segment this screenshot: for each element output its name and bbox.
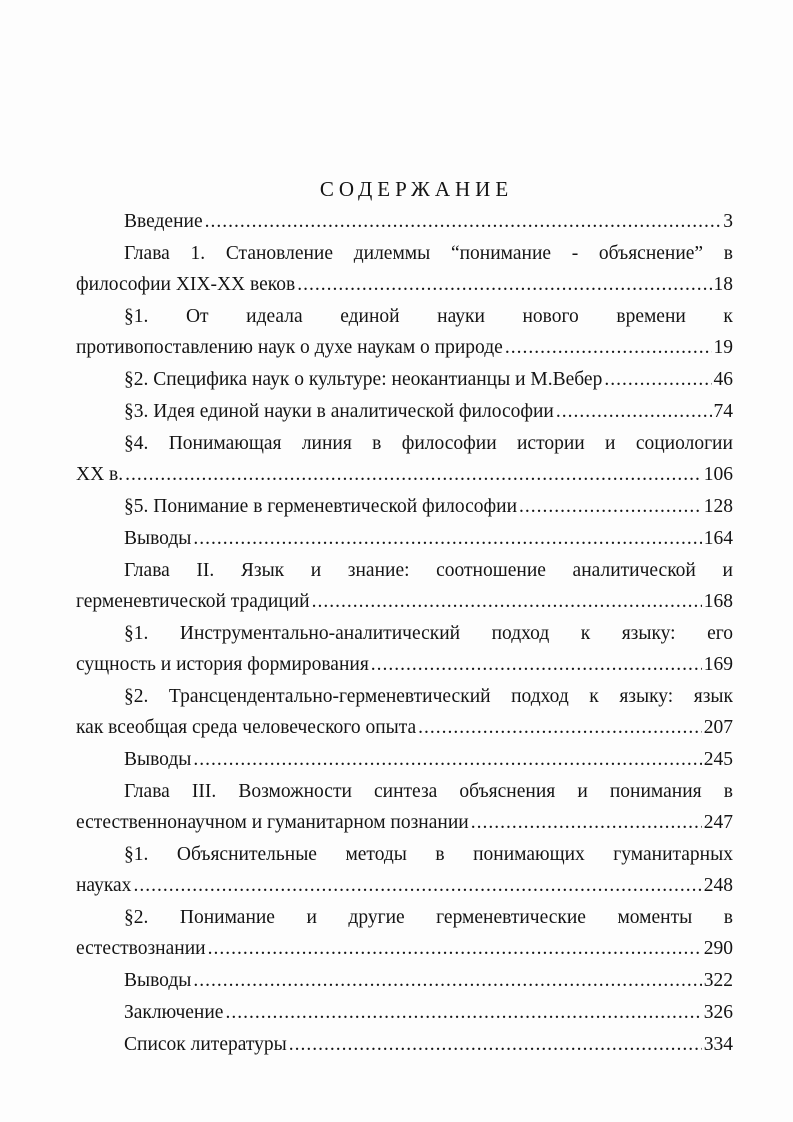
dot-leader bbox=[556, 396, 712, 427]
toc-word: в bbox=[723, 907, 733, 928]
toc-entry bbox=[76, 555, 733, 617]
toc-word: дилеммы bbox=[353, 243, 431, 264]
toc-entry bbox=[76, 618, 733, 680]
dot-leader bbox=[471, 807, 702, 838]
toc-word: Становление bbox=[225, 243, 334, 264]
dot-leader bbox=[193, 965, 701, 996]
toc-line bbox=[76, 839, 733, 870]
toc-word: §2. bbox=[124, 907, 149, 928]
toc-entry bbox=[76, 902, 733, 964]
dot-leader bbox=[125, 459, 702, 490]
toc-entry-title: герменевтической традиций bbox=[76, 591, 310, 612]
toc-word: подход bbox=[491, 623, 550, 644]
toc-entry-title: Выводы bbox=[124, 528, 192, 549]
toc-word: знание: bbox=[347, 560, 410, 581]
toc-entry-title: Выводы bbox=[124, 970, 192, 991]
toc-entry-title: §2. Специфика наук о культуре: неокантианцы и М.Вебер bbox=[124, 369, 603, 390]
toc-word: истории bbox=[516, 433, 585, 454]
dot-leader bbox=[193, 523, 701, 554]
toc-word: и bbox=[577, 781, 588, 802]
toc-entry bbox=[76, 238, 733, 300]
toc-line bbox=[76, 776, 733, 807]
toc-line bbox=[76, 586, 733, 617]
toc-page-number: 326 bbox=[703, 1002, 733, 1023]
toc-word: Глава bbox=[124, 243, 170, 264]
toc-word: к bbox=[723, 306, 733, 327]
toc-entry-title: естествознании bbox=[76, 938, 206, 959]
toc-entry-title: как всеобщая среда человеческого опыта bbox=[76, 717, 417, 738]
toc-page-number: 46 bbox=[713, 369, 733, 390]
toc-word: §1. bbox=[124, 623, 149, 644]
toc-word: другие bbox=[348, 907, 405, 928]
toc-entry bbox=[76, 681, 733, 743]
toc-word: идеала bbox=[246, 306, 303, 327]
toc-page-number: 334 bbox=[703, 1034, 733, 1055]
toc-word: гуманитарных bbox=[613, 844, 733, 865]
toc-word: Возможности bbox=[238, 781, 352, 802]
toc-entry-title: сущность и история формирования bbox=[76, 654, 369, 675]
toc-word: и bbox=[306, 907, 317, 928]
toc-line bbox=[76, 933, 733, 964]
toc-line bbox=[76, 301, 733, 332]
toc-word: его bbox=[707, 623, 733, 644]
toc-line bbox=[76, 396, 733, 427]
toc-line bbox=[76, 269, 733, 300]
toc-word: языку: bbox=[621, 623, 676, 644]
toc-page-number: 106 bbox=[703, 464, 733, 485]
toc-entry bbox=[76, 491, 733, 522]
toc-word: нового bbox=[522, 306, 579, 327]
toc-word: понимающих bbox=[473, 844, 585, 865]
toc-word: в bbox=[723, 781, 733, 802]
toc-word: От bbox=[185, 306, 209, 327]
toc-line bbox=[76, 206, 733, 237]
page-title: СОДЕРЖАНИЕ bbox=[319, 177, 514, 201]
toc-entry bbox=[76, 301, 733, 363]
toc-word: §1. bbox=[124, 844, 149, 865]
table-of-contents bbox=[76, 206, 733, 1060]
toc-word: языку: bbox=[619, 686, 674, 707]
toc-page-number: 290 bbox=[703, 938, 733, 959]
dot-leader bbox=[604, 364, 711, 395]
toc-word: Понимающая bbox=[168, 433, 282, 454]
toc-word: Трансцендентально-герменевтический bbox=[168, 686, 491, 707]
toc-word: герменевтические bbox=[436, 907, 586, 928]
dot-leader bbox=[371, 649, 702, 680]
toc-word: Инструментально-аналитический bbox=[179, 623, 461, 644]
toc-word: II. bbox=[196, 560, 215, 581]
toc-line bbox=[76, 681, 733, 712]
toc-entry bbox=[76, 1029, 733, 1060]
toc-word: моменты bbox=[617, 907, 693, 928]
toc-line bbox=[76, 555, 733, 586]
toc-word: объяснение” bbox=[598, 243, 704, 264]
toc-line bbox=[76, 491, 733, 522]
toc-entry-title: §3. Идея единой науки в аналитической философии bbox=[124, 401, 554, 422]
toc-line bbox=[76, 712, 733, 743]
toc-word: единой bbox=[340, 306, 400, 327]
toc-entry bbox=[76, 839, 733, 901]
toc-word: в bbox=[372, 433, 382, 454]
toc-entry-title: противопоставлению наук о духе наукам о природе bbox=[76, 337, 503, 358]
toc-word: к bbox=[589, 686, 599, 707]
toc-page-number: 245 bbox=[703, 749, 733, 770]
toc-entry-title: Заключение bbox=[124, 1002, 224, 1023]
toc-page-number: 247 bbox=[703, 812, 733, 833]
toc-word: в bbox=[435, 844, 445, 865]
toc-entry-title: Список литературы bbox=[124, 1034, 287, 1055]
toc-word: §4. bbox=[124, 433, 149, 454]
dot-leader bbox=[193, 744, 701, 775]
dot-leader bbox=[205, 206, 722, 237]
toc-line bbox=[76, 618, 733, 649]
toc-entry bbox=[76, 965, 733, 996]
toc-word: III. bbox=[191, 781, 217, 802]
toc-page-number: 168 bbox=[703, 591, 733, 612]
toc-line bbox=[76, 997, 733, 1028]
toc-page-number: 322 bbox=[703, 970, 733, 991]
toc-word: 1. bbox=[190, 243, 206, 264]
dot-leader bbox=[208, 933, 702, 964]
toc-word: понимания bbox=[609, 781, 702, 802]
toc-word: к bbox=[580, 623, 591, 644]
toc-entry-title: Выводы bbox=[124, 749, 192, 770]
toc-page-number: 19 bbox=[713, 337, 733, 358]
toc-word: и bbox=[310, 560, 322, 581]
toc-line bbox=[76, 332, 733, 363]
toc-page-number: 169 bbox=[703, 654, 733, 675]
toc-page-number: 18 bbox=[713, 274, 733, 295]
toc-word: Язык bbox=[240, 560, 285, 581]
toc-line bbox=[76, 459, 733, 490]
toc-word: и bbox=[722, 560, 733, 581]
toc-line bbox=[76, 364, 733, 395]
toc-entry-title: философии XIX-XX веков bbox=[76, 274, 296, 295]
toc-page-number: 248 bbox=[703, 875, 733, 896]
dot-leader bbox=[312, 586, 702, 617]
toc-word: времени bbox=[616, 306, 686, 327]
dot-leader bbox=[297, 269, 711, 300]
toc-line bbox=[76, 902, 733, 933]
toc-word: Понимание bbox=[179, 907, 275, 928]
toc-entry bbox=[76, 997, 733, 1028]
toc-word: язык bbox=[693, 686, 733, 707]
toc-entry bbox=[76, 776, 733, 838]
toc-word: - bbox=[571, 243, 579, 264]
toc-word: социологии bbox=[635, 433, 733, 454]
toc-line bbox=[76, 965, 733, 996]
toc-word: Глава bbox=[124, 781, 170, 802]
toc-entry bbox=[76, 744, 733, 775]
toc-word: линия bbox=[301, 433, 352, 454]
toc-page-number: 164 bbox=[703, 528, 733, 549]
toc-entry-title: XX в. bbox=[76, 464, 124, 485]
toc-word: объяснения bbox=[459, 781, 556, 802]
toc-word: Объяснительные bbox=[176, 844, 317, 865]
toc-page-number: 74 bbox=[713, 401, 733, 422]
toc-line bbox=[76, 870, 733, 901]
toc-line bbox=[76, 807, 733, 838]
dot-leader bbox=[225, 997, 701, 1028]
toc-line bbox=[76, 744, 733, 775]
toc-word: философии bbox=[401, 433, 497, 454]
toc-word: соотношение bbox=[436, 560, 546, 581]
toc-entry bbox=[76, 523, 733, 554]
toc-page-number: 3 bbox=[723, 211, 733, 232]
toc-entry bbox=[76, 364, 733, 395]
toc-word: синтеза bbox=[374, 781, 438, 802]
dot-leader bbox=[519, 491, 702, 522]
toc-entry-title: Введение bbox=[124, 211, 203, 232]
toc-entry-title: естественнонаучном и гуманитарном познании bbox=[76, 812, 469, 833]
toc-line bbox=[76, 523, 733, 554]
toc-entry bbox=[76, 428, 733, 490]
dot-leader bbox=[418, 712, 702, 743]
toc-word: и bbox=[605, 433, 616, 454]
toc-page-number: 128 bbox=[703, 496, 733, 517]
toc-line bbox=[76, 649, 733, 680]
toc-entry bbox=[76, 206, 733, 237]
toc-line bbox=[76, 1029, 733, 1060]
toc-word: §2. bbox=[124, 686, 149, 707]
toc-word: аналитической bbox=[572, 560, 696, 581]
toc-entry-title: науках bbox=[76, 875, 132, 896]
toc-word: науки bbox=[437, 306, 485, 327]
toc-line bbox=[76, 238, 733, 269]
dot-leader bbox=[289, 1029, 702, 1060]
toc-word: Глава bbox=[124, 560, 170, 581]
toc-page-number: 207 bbox=[703, 717, 733, 738]
toc-entry bbox=[76, 396, 733, 427]
dot-leader bbox=[505, 332, 712, 363]
toc-word: §1. bbox=[124, 306, 149, 327]
toc-word: методы bbox=[345, 844, 407, 865]
toc-line bbox=[76, 428, 733, 459]
dot-leader bbox=[133, 870, 701, 901]
toc-word: в bbox=[723, 243, 733, 264]
toc-entry-title: §5. Понимание в герменевтической философии bbox=[124, 496, 518, 517]
toc-word: “понимание bbox=[450, 243, 552, 264]
toc-word: подход bbox=[511, 686, 569, 707]
